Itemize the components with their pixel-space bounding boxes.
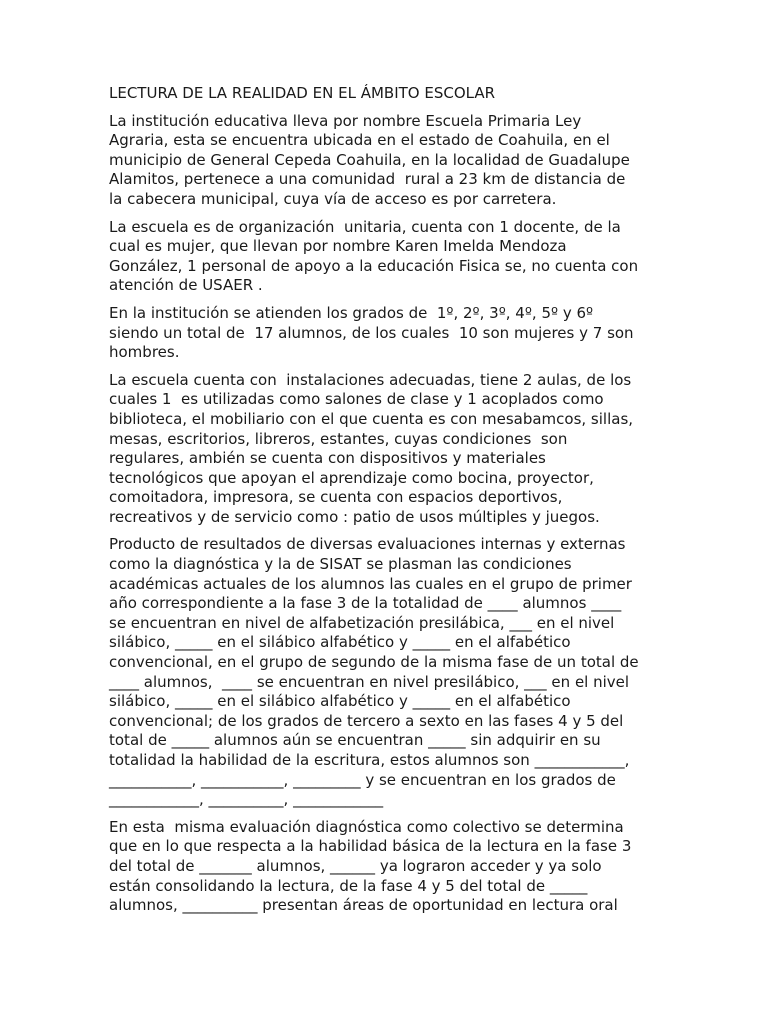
paragraph-line: silábico, _____ en el silábico alfabético y _____ en el alfabético bbox=[109, 692, 571, 711]
paragraph-line: cual es mujer, que llevan por nombre Karen Imelda Mendoza bbox=[109, 237, 567, 256]
paragraph-line: académicas actuales de los alumnos las cuales en el grupo de primer bbox=[109, 574, 632, 593]
paragraph-line: están consolidando la lectura, de la fase 4 y 5 del total de _____ bbox=[109, 876, 588, 895]
paragraph-line: total de _____ alumnos aún se encuentran _____ sin adquirir en su bbox=[109, 731, 601, 750]
paragraph bbox=[109, 371, 661, 528]
paragraph-line: La institución educativa lleva por nombre Escuela Primaria Ley bbox=[109, 111, 582, 130]
paragraph-line: siendo un total de 17 alumnos, de los cuales 10 son mujeres y 7 son bbox=[109, 323, 634, 342]
paragraph-line: Alamitos, pertenece a una comunidad rural a 23 km de distancia de bbox=[109, 170, 626, 189]
paragraph-line: municipio de General Cepeda Coahuila, en la localidad de Guadalupe bbox=[109, 150, 630, 169]
paragraph-line: Agraria, esta se encuentra ubicada en el estado de Coahuila, en el bbox=[109, 131, 610, 150]
paragraph-list bbox=[109, 112, 661, 916]
paragraph-line: González, 1 personal de apoyo a la educación Fisica se, no cuenta con bbox=[109, 256, 639, 275]
paragraph-line: En esta misma evaluación diagnóstica como colectivo se determina bbox=[109, 817, 624, 836]
paragraph-line: alumnos, __________ presentan áreas de oportunidad en lectura oral bbox=[109, 896, 618, 915]
paragraph-line: La escuela es de organización unitaria, cuenta con 1 docente, de la bbox=[109, 217, 621, 236]
paragraph-line: año correspondiente a la fase 3 de la totalidad de ____ alumnos ____ bbox=[109, 594, 622, 613]
paragraph-line: comoitadora, impresora, se cuenta con espacios deportivos, bbox=[109, 488, 563, 507]
paragraph-line: tecnológicos que apoyan el aprendizaje como bocina, proyector, bbox=[109, 468, 594, 487]
paragraph-line: ____________, __________, ____________ bbox=[109, 790, 384, 809]
paragraph-line: que en lo que respecta a la habilidad básica de la lectura en la fase 3 bbox=[109, 837, 632, 856]
paragraph bbox=[109, 818, 661, 916]
paragraph-line: recreativos y de servicio como : patio de usos múltiples y juegos. bbox=[109, 507, 600, 526]
paragraph-line: La escuela cuenta con instalaciones adecuadas, tiene 2 aulas, de los bbox=[109, 370, 632, 389]
document-body bbox=[109, 84, 661, 924]
paragraph-line: ____ alumnos, ____ se encuentran en nivel presilábico, ___ en el nivel bbox=[109, 672, 630, 691]
paragraph-line: totalidad la habilidad de la escritura, estos alumnos son ____________, bbox=[109, 751, 630, 769]
paragraph-line: se encuentran en nivel de alfabetización presilábica, ___ en el nivel bbox=[109, 613, 615, 632]
paragraph-line: atención de USAER . bbox=[109, 276, 263, 295]
paragraph-line: ___________, ___________, _________ y se encuentran en los grados de bbox=[109, 770, 616, 789]
document-title: LECTURA DE LA REALIDAD EN EL ÁMBITO ESCOLAR bbox=[109, 84, 496, 102]
paragraph-line: regulares, ambién se cuenta con dispositivos y materiales bbox=[109, 449, 546, 468]
paragraph bbox=[109, 535, 661, 809]
paragraph bbox=[109, 112, 661, 210]
paragraph-line: silábico, _____ en el silábico alfabético y _____ en el alfabético bbox=[109, 633, 571, 652]
paragraph bbox=[109, 218, 661, 296]
paragraph-line: convencional, en el grupo de segundo de la misma fase de un total de bbox=[109, 653, 639, 672]
paragraph-line: Producto de resultados de diversas evaluaciones internas y externas bbox=[109, 535, 626, 554]
paragraph-line: mesas, escritorios, libreros, estantes, cuyas condiciones son bbox=[109, 429, 568, 448]
paragraph-line: como la diagnóstica y la de SISAT se plasman las condiciones bbox=[109, 555, 572, 574]
paragraph-line: cuales 1 es utilizadas como salones de clase y 1 acoplados como bbox=[109, 390, 604, 409]
paragraph bbox=[109, 304, 661, 363]
paragraph-line: hombres. bbox=[109, 343, 180, 362]
paragraph-line: convencional; de los grados de tercero a sexto en las fases 4 y 5 del bbox=[109, 711, 624, 730]
paragraph-line: del total de _______ alumnos, ______ ya lograron acceder y ya solo bbox=[109, 856, 602, 875]
paragraph-line: la cabecera municipal, cuya vía de acceso es por carretera. bbox=[109, 189, 557, 208]
paragraph-line: En la institución se atienden los grados de 1º, 2º, 3º, 4º, 5º y 6º bbox=[109, 303, 594, 322]
paragraph-line: biblioteca, el mobiliario con el que cuenta es con mesabamcos, sillas, bbox=[109, 409, 634, 428]
